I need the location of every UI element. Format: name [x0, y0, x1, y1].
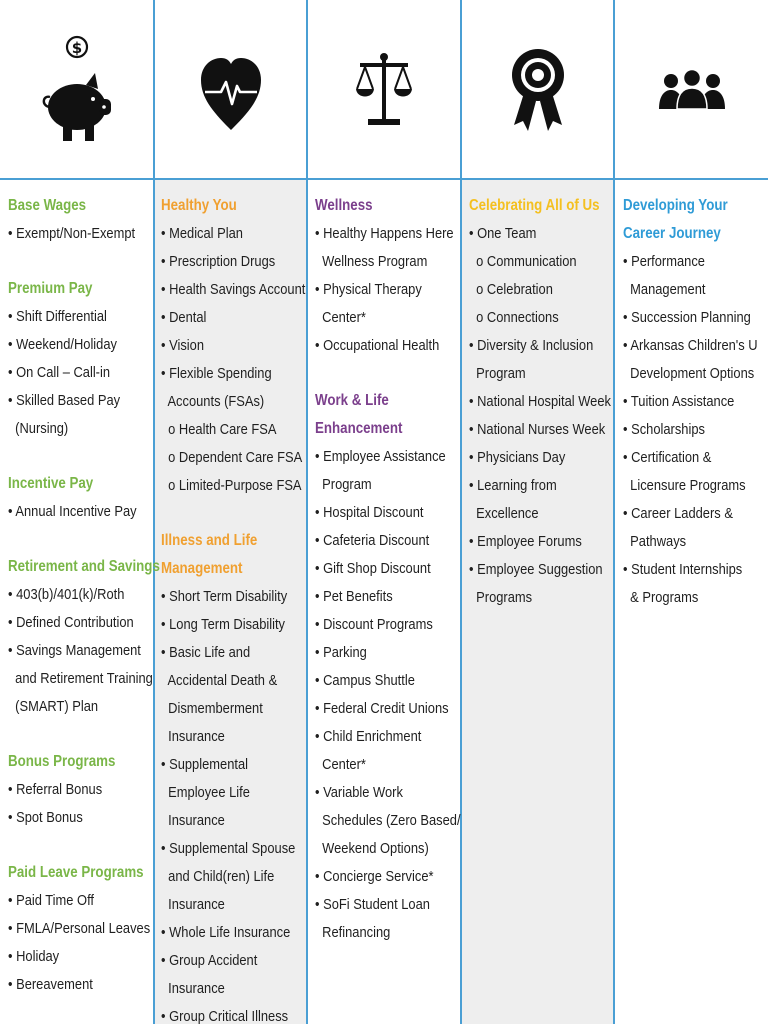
benefit-item: Employee Life [161, 784, 250, 801]
section-heading: Enhancement [315, 420, 403, 437]
benefit-item: • Annual Incentive Pay [8, 503, 137, 520]
icon-cell-health [155, 0, 306, 178]
benefit-item: • Tuition Assistance [623, 393, 735, 410]
benefit-item: Insurance [161, 980, 225, 997]
benefit-item: • Exempt/Non-Exempt [8, 225, 136, 242]
benefit-item: • Federal Credit Unions [315, 700, 449, 717]
benefit-item: Pathways [623, 533, 687, 550]
column-celebrating [469, 192, 611, 612]
section-heading: Paid Leave Programs [8, 864, 144, 881]
benefit-item: Accidental Death & [161, 672, 278, 689]
benefit-item: • Skilled Based Pay [8, 392, 121, 409]
section-heading: Base Wages [8, 197, 87, 214]
benefit-item: Insurance [161, 812, 225, 829]
benefit-item: • Hospital Discount [315, 504, 424, 521]
section-heading: Premium Pay [8, 280, 93, 297]
section-spacer [8, 721, 160, 748]
benefit-item: Management [623, 281, 706, 298]
benefit-item: • Succession Planning [623, 309, 751, 326]
benefit-item: • Weekend/Holiday [8, 336, 117, 353]
benefit-item: Refinancing [315, 924, 391, 941]
column-career [623, 192, 758, 612]
benefit-item: • Gift Shop Discount [315, 560, 431, 577]
benefit-item: • Employee Assistance [315, 448, 446, 465]
benefit-item: • Vision [161, 337, 205, 354]
section-heading: Wellness [315, 197, 373, 214]
benefit-item: • SoFi Student Loan [315, 896, 430, 913]
benefit-item: o Health Care FSA [161, 421, 277, 438]
benefit-item: and Child(ren) Life [161, 868, 275, 885]
benefit-item: Program [315, 476, 372, 493]
benefit-item: • 403(b)/401(k)/Roth [8, 586, 125, 603]
piggy-bank-dollar-icon [41, 33, 113, 145]
benefit-item: o Dependent Care FSA [161, 449, 303, 466]
section-heading: Illness and Life [161, 532, 258, 549]
benefit-item: • Bereavement [8, 976, 93, 993]
section-spacer [8, 443, 160, 470]
benefit-item: o Communication [469, 253, 577, 270]
benefit-item: • Diversity & Inclusion [469, 337, 594, 354]
award-ribbon-badge-icon [508, 41, 568, 137]
benefit-item: • National Nurses Week [469, 421, 606, 438]
section-heading: Bonus Programs [8, 753, 116, 770]
benefit-item: • Certification & [623, 449, 712, 466]
icon-row [0, 0, 768, 180]
benefit-item: Development Options [623, 365, 755, 382]
section-spacer [8, 526, 160, 553]
icon-cell-career [615, 0, 768, 178]
benefit-item: • National Hospital Week [469, 393, 611, 410]
benefit-item: • Learning from [469, 477, 557, 494]
benefit-item: • FMLA/Personal Leaves [8, 920, 151, 937]
benefit-item: • Prescription Drugs [161, 253, 276, 270]
benefit-item: Center* [315, 756, 366, 773]
column-divider [613, 0, 615, 1024]
benefit-item: • Scholarships [623, 421, 705, 438]
benefit-item: & Programs [623, 589, 699, 606]
benefit-item: • Spot Bonus [8, 809, 83, 826]
benefit-item: o Connections [469, 309, 559, 326]
benefit-item: Licensure Programs [623, 477, 746, 494]
benefit-item: Schedules (Zero Based/ [315, 812, 461, 829]
benefit-item: Program [469, 365, 526, 382]
benefit-item: • Healthy Happens Here [315, 225, 454, 242]
benefit-item: • Group Accident [161, 952, 258, 969]
column-divider [306, 0, 308, 1024]
benefit-item: • Performance [623, 253, 705, 270]
benefit-item: (SMART) Plan [8, 698, 99, 715]
benefit-item: • Concierge Service* [315, 868, 434, 885]
heart-heartbeat-icon [199, 46, 263, 132]
benefit-item: o Limited-Purpose FSA [161, 477, 302, 494]
benefit-item: • Campus Shuttle [315, 672, 415, 689]
section-heading: Developing Your [623, 197, 728, 214]
column-pay [8, 192, 160, 999]
benefit-item: • Child Enrichment [315, 728, 422, 745]
scales-of-justice-icon [355, 49, 413, 129]
benefit-item: Programs [469, 589, 533, 606]
benefit-item: Center* [315, 309, 366, 326]
benefit-item: • Paid Time Off [8, 892, 95, 909]
benefit-item: • Holiday [8, 948, 60, 965]
benefit-item: • Whole Life Insurance [161, 924, 291, 941]
benefit-item: o Celebration [469, 281, 553, 298]
section-heading: Work & Life [315, 392, 389, 409]
benefit-item: and Retirement Training [8, 670, 153, 687]
benefit-item: • Variable Work [315, 784, 403, 801]
benefit-item: • Shift Differential [8, 308, 107, 325]
benefit-item: • On Call – Call-in [8, 364, 111, 381]
benefit-item: • Parking [315, 644, 367, 661]
benefit-item: • Career Ladders & [623, 505, 733, 522]
benefit-item: Weekend Options) [315, 840, 429, 857]
benefit-item: Excellence [469, 505, 539, 522]
benefit-item: • Physical Therapy [315, 281, 422, 298]
section-spacer [315, 360, 461, 387]
benefit-item: (Nursing) [8, 420, 69, 437]
icon-cell-pay [0, 0, 153, 178]
benefit-item: • Short Term Disability [161, 588, 288, 605]
benefit-item: • Flexible Spending [161, 365, 272, 382]
benefit-item: Wellness Program [315, 253, 428, 270]
section-heading: Incentive Pay [8, 475, 94, 492]
benefit-item: Accounts (FSAs) [161, 393, 265, 410]
benefit-item: • Discount Programs [315, 616, 433, 633]
benefit-item: • One Team [469, 225, 537, 242]
benefit-item: • Pet Benefits [315, 588, 393, 605]
benefit-item: Insurance [161, 728, 225, 745]
benefit-item: • Basic Life and [161, 644, 251, 661]
column-wellness [315, 192, 461, 947]
benefit-item: • Defined Contribution [8, 614, 134, 631]
benefit-item: • Group Critical Illness [161, 1008, 289, 1024]
benefit-item: Insurance [161, 896, 225, 913]
svg-text:$: $ [71, 39, 82, 57]
people-group-icon [657, 69, 727, 109]
icon-cell-celebrating [462, 0, 613, 178]
column-health [161, 192, 305, 1024]
benefit-item: • Referral Bonus [8, 781, 103, 798]
icon-cell-wellness [308, 0, 460, 178]
benefit-item: • Employee Suggestion [469, 561, 603, 578]
section-spacer [8, 832, 160, 859]
benefit-item: • Health Savings Account [161, 281, 306, 298]
section-heading: Career Journey [623, 225, 721, 242]
section-heading: Healthy You [161, 197, 237, 214]
benefit-item: • Occupational Health [315, 337, 440, 354]
benefit-item: • Savings Management [8, 642, 141, 659]
section-spacer [161, 500, 305, 527]
benefit-item: Dismemberment [161, 700, 263, 717]
benefit-item: • Physicians Day [469, 449, 566, 466]
benefit-item: • Medical Plan [161, 225, 243, 242]
benefit-item: • Supplemental [161, 756, 248, 773]
benefit-item: • Dental [161, 309, 207, 326]
benefit-item: • Student Internships [623, 561, 743, 578]
benefit-item: • Arkansas Children's U [623, 337, 758, 354]
section-heading: Retirement and Savings [8, 558, 160, 575]
section-spacer [8, 248, 160, 275]
benefit-item: • Employee Forums [469, 533, 582, 550]
benefit-item: • Long Term Disability [161, 616, 286, 633]
section-heading: Management [161, 560, 243, 577]
benefit-item: • Cafeteria Discount [315, 532, 430, 549]
section-heading: Celebrating All of Us [469, 197, 600, 214]
benefit-item: • Supplemental Spouse [161, 840, 296, 857]
